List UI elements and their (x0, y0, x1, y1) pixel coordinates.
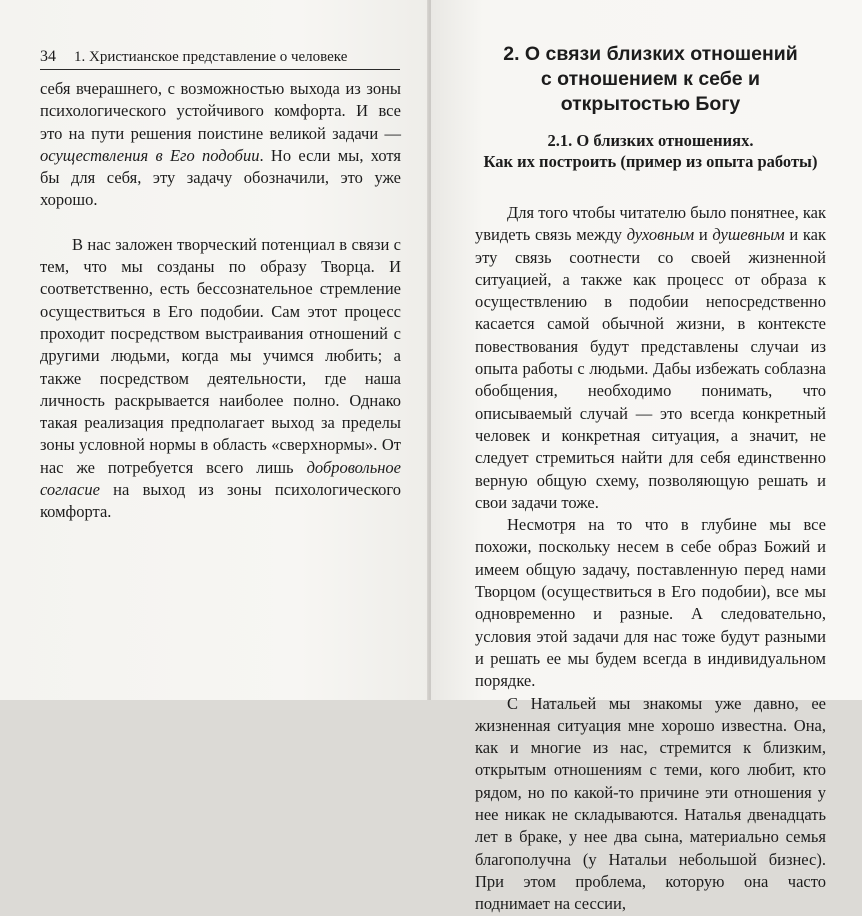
section-title (475, 130, 826, 172)
italic-run: духовным (626, 225, 695, 245)
text-run: и как эту связь соотнести со своей жизненной ситуацией, а также как процесс от образа к осуществлению в подобии непосредственно касается самой обычной жизни, в контексте повествования будут представлены случаи из опыта работы с людьми. Дабы избежать соблазна обобщения, необходимо понимать, что описываемый случай — это всегда конкретный человек и конкретная ситуация, а значит, не следует стремиться найти для себя единственно верную общую схему, позволяющую решать и свои задачи тоже. (475, 225, 826, 512)
text-run: В нас заложен творческий потенциал в связи с тем, что мы созданы по образу Творца. И соответственно, есть бессознательное стремление осуществиться в Его подобии. Сам этот процесс проходит посредством выстраивания отношений с другими людьми, когда мы учимся любить; а также посредством деятельности, где наша личность раскрывается наиболее полно. Однако такая реализация предполагает выход за пределы зоны условной нормы в область «сверхнормы». От нас же потребуется всего лишь (40, 234, 401, 477)
text-run: и (694, 225, 713, 245)
running-head (40, 48, 400, 70)
text-run: С Натальей мы знакомы уже давно, ее жизненная ситуация мне хорошо известна. Она, как и многие из нас, стремится к близким, открытым отношениям с теми, кого любит, кто рядом, но по какой-то причине эти отношения у нее никак не складываются. Наталья двенадцать лет в браке, у нее два сына, материально семья благополучна (у Натальи небольшой бизнес). При этом проблема, которую она часто поднимает на сессии, (475, 693, 826, 914)
text-run: Несмотря на то что в глубине мы все похожи, поскольку несем в себе образ Божий и имеем общую задачу, поставленную перед нами Творцом (осуществиться в Его подобии), все мы одновременно и разные. А следовательно, условия этой задачи для нас тоже будут разными и решать ее мы будем всегда в индивидуальном порядке. (475, 515, 826, 691)
left-page-body (40, 78, 401, 524)
left-paragraph-2 (40, 234, 401, 524)
right-paragraph-1 (475, 202, 826, 514)
right-paragraph-2 (475, 514, 826, 692)
running-head-title: 1. Христианское представление о человеке (74, 49, 348, 65)
text-run: на выход из зоны психологического комфорта. (40, 480, 401, 522)
right-page (431, 0, 862, 914)
italic-run: добровольное согласие (40, 457, 401, 500)
page-number: 34 (40, 48, 56, 65)
section-title-line: Как их построить (пример из опыта работы) (483, 152, 818, 171)
italic-run: осуществления в Его подобии (40, 145, 260, 165)
italic-run: душевным (712, 225, 785, 245)
chapter-title (475, 42, 826, 117)
right-paragraph-3 (475, 693, 826, 916)
paragraph-gap (40, 212, 401, 234)
chapter-title-line: с отношением к себе и открытостью Богу (540, 68, 761, 115)
left-paragraph-1 (40, 78, 401, 212)
text-run: . Но если мы, хотя бы для себя, эту задачу обозначили, это уже хорошо. (40, 145, 401, 210)
text-run: себя вчерашнего, с возможностью выхода из зоны психологического устойчивого комфорта. И все это на пути решения поистине великой задачи — (40, 79, 401, 143)
section-title-line: 2.1. О близких отношениях. (547, 131, 754, 150)
text-run: Для того чтобы читателю было понятнее, как увидеть связь между (475, 203, 826, 245)
left-page (0, 0, 429, 700)
chapter-title-line: 2. О связи близких отношений (503, 43, 798, 65)
